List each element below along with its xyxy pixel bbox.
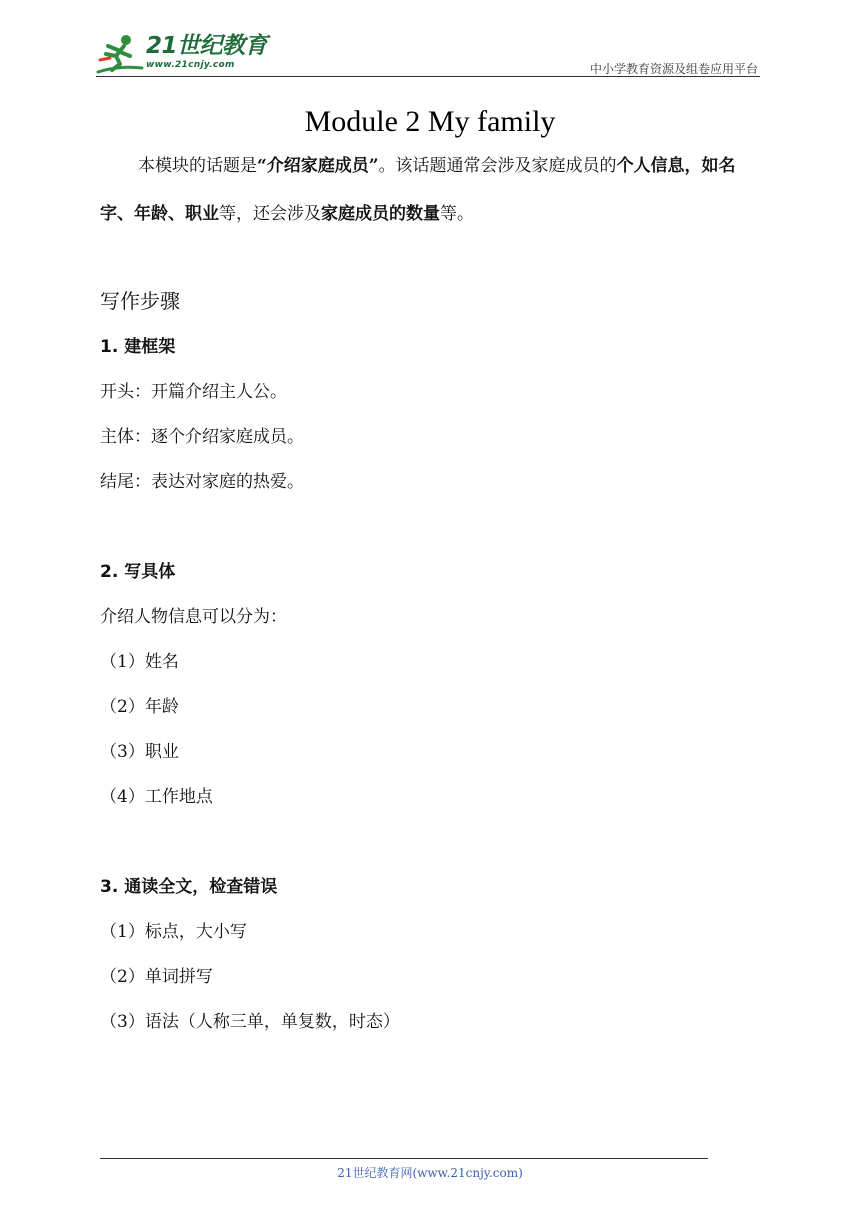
- step1-line-opening: 开头：开篇介绍主人公。: [100, 382, 287, 402]
- step1-line-body: 主体：逐个介绍家庭成员。: [100, 427, 304, 447]
- logo-wordmark: 21世纪教育: [146, 33, 268, 59]
- intro-bold-count: 家庭成员的数量: [321, 204, 440, 224]
- step3-item-spelling: （2）单词拼写: [100, 967, 213, 987]
- platform-name: 中小学教育资源及组卷应用平台: [589, 62, 758, 76]
- intro-text-2: 。该话题通常会涉及家庭成员的: [378, 156, 617, 176]
- footer-link[interactable]: 21世纪教育网(www.21cnjy.com): [337, 1166, 523, 1180]
- header-divider: [96, 76, 760, 77]
- step3-heading: 3. 通读全文，检查错误: [100, 877, 278, 897]
- step2-intro: 介绍人物信息可以分为：: [100, 607, 287, 627]
- intro-text-1: 本模块的话题是: [138, 156, 257, 176]
- intro-paragraph-block: [100, 142, 764, 238]
- intro-paragraph: [100, 142, 764, 238]
- page-title: Module 2 My family: [304, 105, 556, 138]
- step2-item-workplace: （4）工作地点: [100, 787, 213, 807]
- intro-text-3: 等，还会涉及: [219, 204, 321, 224]
- intro-bold-topic: “介绍家庭成员”: [257, 156, 379, 176]
- step1-heading: 1. 建框架: [100, 337, 176, 357]
- step2-heading: 2. 写具体: [100, 562, 176, 582]
- logo-url: www.21cnjy.com: [146, 60, 235, 70]
- runner-logo-icon: [96, 32, 144, 76]
- step2-item-age: （2）年龄: [100, 697, 179, 717]
- intro-text-4: 等。: [440, 204, 474, 224]
- site-logo[interactable]: [96, 32, 267, 76]
- step3-item-grammar: （3）语法（人称三单，单复数，时态）: [100, 1012, 400, 1032]
- step2-item-job: （3）职业: [100, 742, 179, 762]
- step3-item-punctuation: （1）标点，大小写: [100, 922, 247, 942]
- step2-item-name: （1）姓名: [100, 652, 179, 672]
- intro-bold-info: 个人信息，如名字、年龄、职业: [100, 156, 736, 224]
- section-title: 写作步骤: [100, 289, 180, 313]
- step1-line-ending: 结尾：表达对家庭的热爱。: [100, 472, 304, 492]
- page-header: [96, 30, 760, 80]
- footer-divider: [100, 1158, 708, 1159]
